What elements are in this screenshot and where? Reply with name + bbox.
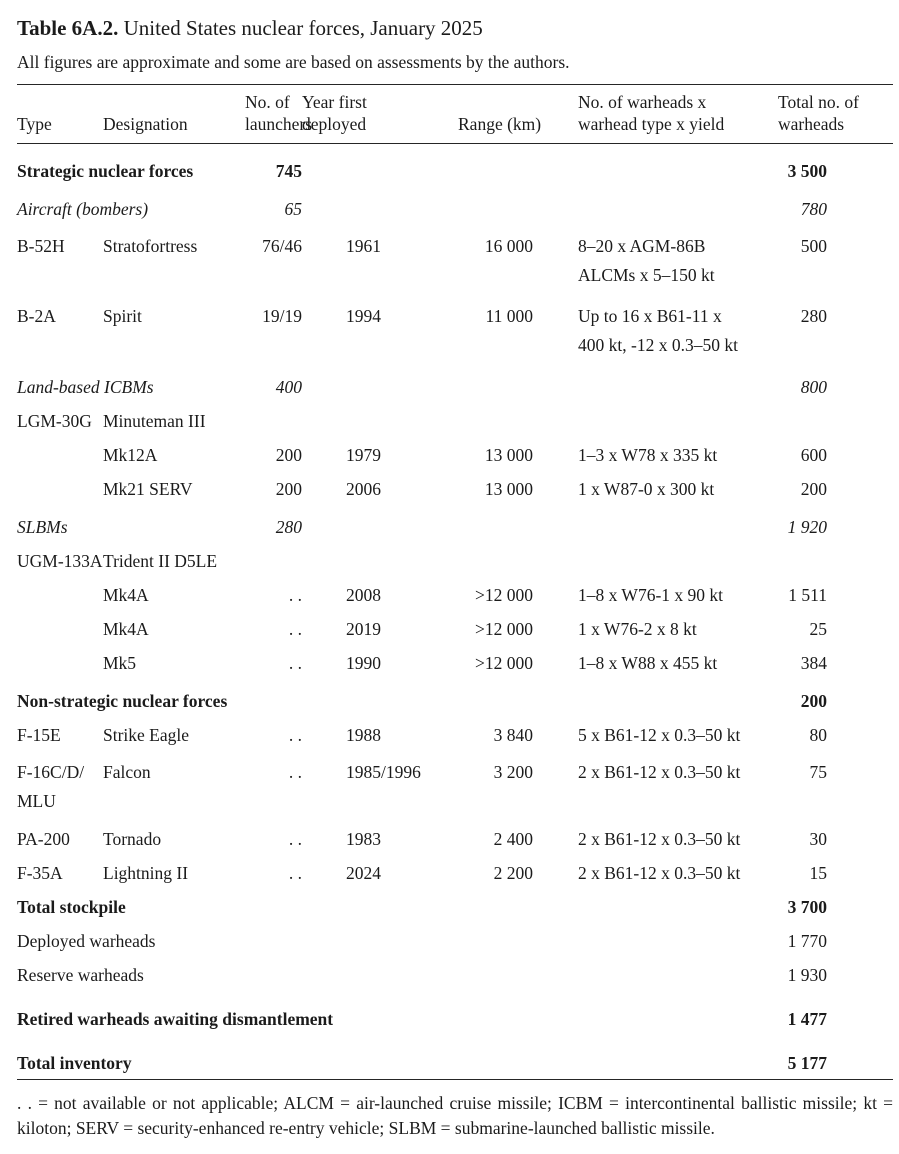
- cell-year-deployed: [302, 360, 448, 398]
- summary-label: Total inventory: [17, 1030, 778, 1080]
- cell-launchers: 65: [284, 199, 302, 219]
- cell-total-warheads: 384: [800, 653, 827, 673]
- cell-total-warheads: 600: [800, 445, 827, 465]
- table-number: Table 6A.2.: [17, 16, 119, 40]
- table-row: [17, 850, 893, 884]
- summary-total: 1 477: [787, 1009, 827, 1029]
- column-header-4: Year first deployed: [302, 85, 448, 144]
- table-body: [17, 144, 893, 885]
- cell-total-warheads: 280: [800, 306, 827, 326]
- cell-type: PA-200: [17, 829, 70, 849]
- cell-warheads: [533, 674, 778, 712]
- cell-launchers: [245, 398, 302, 432]
- cell-designation: Tornado: [103, 829, 162, 849]
- cell-total-warheads: 1 920: [787, 517, 827, 537]
- summary-label: Total stockpile: [17, 897, 126, 917]
- cell-type: [17, 640, 103, 674]
- cell-type: [17, 572, 103, 606]
- cell-total-warheads: 75: [809, 762, 827, 782]
- cell-range: >12 000: [475, 585, 533, 605]
- cell-range: 16 000: [484, 236, 533, 256]
- cell-warheads: Up to 16 x B61-11 x 400 kt, -12 x 0.3–50 kt: [578, 306, 738, 355]
- cell-type: Non-strategic nuclear forces: [17, 691, 228, 711]
- column-header-5: Range (km): [448, 85, 533, 144]
- cell-type: SLBMs: [17, 517, 68, 537]
- cell-designation: Mk21 SERV: [103, 479, 193, 499]
- cell-total-warheads: 3 500: [787, 161, 827, 181]
- cell-designation: Falcon: [103, 762, 151, 782]
- table-title: [17, 14, 893, 42]
- cell-designation: Strike Eagle: [103, 725, 190, 745]
- cell-total-warheads: 80: [809, 725, 827, 745]
- cell-type: B-2A: [17, 306, 56, 326]
- cell-launchers: . .: [288, 725, 302, 745]
- cell-launchers: [245, 674, 302, 712]
- column-header-7: Total no. of warheads: [778, 85, 893, 144]
- cell-warheads: 1 x W76-2 x 8 kt: [578, 619, 697, 639]
- cell-warheads: 1–3 x W78 x 335 kt: [578, 445, 718, 465]
- cell-year-deployed: 2019: [346, 619, 381, 639]
- table-row: [17, 360, 893, 398]
- table-row: [17, 432, 893, 466]
- cell-launchers: . .: [288, 829, 302, 849]
- cell-type: B-52H: [17, 236, 65, 256]
- cell-warheads: 5 x B61-12 x 0.3–50 kt: [578, 725, 741, 745]
- cell-year-deployed: 1983: [346, 829, 381, 849]
- cell-total-warheads: 200: [800, 479, 827, 499]
- summary-row: [17, 952, 893, 986]
- nuclear-forces-table: [17, 84, 893, 1080]
- table-row: [17, 220, 893, 290]
- cell-range: [448, 360, 533, 398]
- table-row: [17, 816, 893, 850]
- table-row: [17, 572, 893, 606]
- summary-total: 1 770: [787, 931, 827, 951]
- cell-designation: Trident II D5LE: [103, 551, 218, 571]
- cell-launchers: 280: [275, 517, 302, 537]
- column-header-2: Designation: [103, 85, 245, 144]
- cell-launchers: 400: [275, 377, 302, 397]
- cell-total-warheads: 500: [800, 236, 827, 256]
- cell-launchers: . .: [288, 653, 302, 673]
- cell-year-deployed: 1988: [346, 725, 381, 745]
- cell-launchers: 200: [275, 479, 302, 499]
- cell-warheads: [533, 500, 778, 538]
- cell-range: [448, 500, 533, 538]
- cell-warheads: 2 x B61-12 x 0.3–50 kt: [578, 863, 741, 883]
- cell-designation: Stratofortress: [103, 236, 198, 256]
- cell-year-deployed: [302, 538, 448, 572]
- cell-type: LGM-30G: [17, 411, 92, 431]
- summary-row: [17, 918, 893, 952]
- column-header-3: No. of launchers: [245, 85, 302, 144]
- cell-warheads: [533, 398, 778, 432]
- cell-year-deployed: 2006: [346, 479, 381, 499]
- cell-year-deployed: [302, 500, 448, 538]
- table-row: [17, 538, 893, 572]
- table-row: [17, 500, 893, 538]
- cell-year-deployed: [302, 144, 448, 183]
- table-summary: [17, 884, 893, 1080]
- cell-launchers: . .: [288, 762, 302, 782]
- cell-designation: Lightning II: [103, 863, 189, 883]
- cell-range: [448, 538, 533, 572]
- cell-range: >12 000: [475, 619, 533, 639]
- summary-label: Retired warheads awaiting dismantlement: [17, 1009, 334, 1029]
- cell-year-deployed: 1961: [346, 236, 381, 256]
- cell-warheads: [533, 538, 778, 572]
- cell-total-warheads: 800: [800, 377, 827, 397]
- column-header-6: No. of warheads x warhead type x yield: [533, 85, 778, 144]
- summary-row: [17, 1030, 893, 1080]
- table-row: [17, 712, 893, 746]
- cell-designation: Mk12A: [103, 445, 158, 465]
- table-row: [17, 640, 893, 674]
- cell-designation: Mk4A: [103, 585, 149, 605]
- cell-warheads: 8–20 x AGM-86B ALCMs x 5–150 kt: [578, 236, 715, 285]
- summary-label: Deployed warheads: [17, 931, 156, 951]
- cell-warheads: [533, 182, 778, 220]
- table-header: [17, 85, 893, 144]
- cell-warheads: [533, 360, 778, 398]
- summary-total: 3 700: [787, 897, 827, 917]
- table-row: [17, 466, 893, 500]
- table-row: [17, 144, 893, 183]
- table-row: [17, 674, 893, 712]
- cell-total-warheads: [778, 538, 893, 572]
- cell-designation: Mk4A: [103, 619, 149, 639]
- cell-type: [17, 432, 103, 466]
- cell-range: 13 000: [484, 479, 533, 499]
- cell-range: 3 840: [493, 725, 533, 745]
- summary-total: 1 930: [787, 965, 827, 985]
- cell-type: [17, 466, 103, 500]
- table-row: [17, 746, 893, 816]
- cell-year-deployed: 1985/1996: [346, 762, 421, 782]
- cell-type: F-35A: [17, 863, 63, 883]
- cell-launchers: . .: [288, 863, 302, 883]
- cell-total-warheads: 200: [800, 691, 827, 711]
- summary-label: Reserve warheads: [17, 965, 144, 985]
- cell-type: [17, 606, 103, 640]
- cell-year-deployed: 1990: [346, 653, 381, 673]
- cell-launchers: 200: [275, 445, 302, 465]
- cell-range: 13 000: [484, 445, 533, 465]
- cell-warheads: [533, 144, 778, 183]
- cell-type: UGM-133A: [17, 551, 103, 571]
- cell-year-deployed: 1979: [346, 445, 381, 465]
- cell-range: 11 000: [485, 306, 533, 326]
- cell-total-warheads: [778, 398, 893, 432]
- cell-range: 3 200: [493, 762, 533, 782]
- cell-range: [448, 398, 533, 432]
- cell-designation: Minuteman III: [103, 411, 206, 431]
- table-footnote: . . = not available or not applicable; ALCM = air-launched cruise missile; ICBM = intercontinental ballistic missile; kt = kiloton; SERV = security-enhanced re-entry vehicle; SLBM = submarine-launched ballistic missile.: [17, 1093, 893, 1138]
- table-subtitle: All figures are approximate and some are based on assessments by the authors.: [17, 52, 570, 72]
- cell-range: [448, 144, 533, 183]
- cell-type: Aircraft (bombers): [17, 199, 149, 219]
- summary-row: [17, 884, 893, 918]
- table-row: [17, 606, 893, 640]
- cell-designation: Mk5: [103, 653, 137, 673]
- cell-launchers: . .: [288, 619, 302, 639]
- cell-warheads: 2 x B61-12 x 0.3–50 kt: [578, 762, 741, 782]
- cell-type: F-16C/D/ MLU: [17, 762, 85, 811]
- cell-year-deployed: 2008: [346, 585, 381, 605]
- cell-type: Land-based ICBMs: [17, 377, 154, 397]
- cell-launchers: 76/46: [262, 236, 302, 256]
- cell-warheads: 1–8 x W88 x 455 kt: [578, 653, 718, 673]
- cell-range: 2 400: [493, 829, 533, 849]
- summary-total: 5 177: [778, 1030, 893, 1080]
- cell-total-warheads: 25: [809, 619, 827, 639]
- table-title-text: United States nuclear forces, January 2025: [123, 16, 483, 40]
- table-row: [17, 398, 893, 432]
- cell-year-deployed: 2024: [346, 863, 381, 883]
- cell-year-deployed: [302, 182, 448, 220]
- cell-designation: Spirit: [103, 306, 142, 326]
- cell-type: F-15E: [17, 725, 61, 745]
- cell-launchers: 19/19: [262, 306, 302, 326]
- column-header-1: Type: [17, 85, 103, 144]
- cell-launchers: 745: [275, 161, 302, 181]
- cell-total-warheads: 1 511: [788, 585, 827, 605]
- cell-type: Strategic nuclear forces: [17, 161, 194, 181]
- table-row: [17, 290, 893, 360]
- cell-year-deployed: [302, 674, 448, 712]
- cell-range: [448, 674, 533, 712]
- cell-launchers: [245, 538, 302, 572]
- cell-range: 2 200: [493, 863, 533, 883]
- cell-warheads: 1 x W87-0 x 300 kt: [578, 479, 715, 499]
- cell-range: [448, 182, 533, 220]
- cell-launchers: . .: [288, 585, 302, 605]
- cell-range: >12 000: [475, 653, 533, 673]
- table-row: [17, 182, 893, 220]
- cell-warheads: 2 x B61-12 x 0.3–50 kt: [578, 829, 741, 849]
- summary-row: [17, 986, 893, 1030]
- cell-total-warheads: 780: [800, 199, 827, 219]
- cell-warheads: 1–8 x W76-1 x 90 kt: [578, 585, 724, 605]
- cell-year-deployed: [302, 398, 448, 432]
- cell-total-warheads: 30: [809, 829, 827, 849]
- cell-year-deployed: 1994: [346, 306, 381, 326]
- header-row: [17, 85, 893, 144]
- cell-total-warheads: 15: [809, 863, 827, 883]
